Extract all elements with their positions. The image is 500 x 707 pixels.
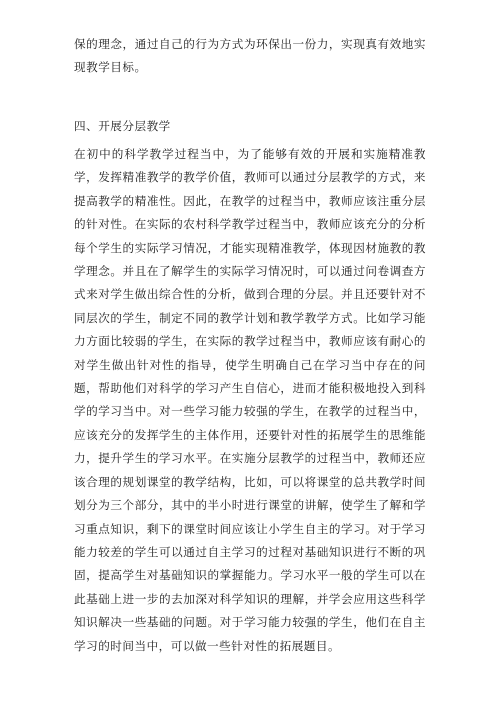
section-heading: 四、开展分层教学 — [74, 119, 171, 133]
body-paragraph: 在初中的科学教学过程当中，为了能够有效的开展和实施精准教学，发挥精准教学的教学价值，教师可以通过分层教学的方式，来提高教学的精准性。因此，在教学的过程当中，教师应该注重分层的针对性。在实际的农村科学教学过程当中，教师应该充分的分析每个学生的实际学习情况，才能实现精准教学，体现因材施教的教学理念。并且在了解学生的实际学习情况时，可以通过问卷调查方式来对学生做出综合性的分析，做到合理的分层。并且还要针对不同层次的学生，制定不同的教学计划和教学教学方式。比如学习能力方面比较弱的学生，在实际的教学过程当中，教师应该有耐心的对学生做出针对性的指导，使学生明确自己在学习当中存在的问题，帮助他们对科学的学习产生自信心，进而才能积极地投入到科学的学习当中。对一些学习能力较强的学生，在教学的过程当中，应该充分的发挥学生的主体作用，还要针对性的拓展学生的思维能力，提升学生的学习水平。在实施分层教学的过程当中，教师还应该合理的规划课堂的教学结构，比如，可以将课堂的总共教学时间划分为三个部分，其中的半小时进行课堂的讲解，使学生了解和学习重点知识，剩下的课堂时间应该让小学生自主的学习。对于学习能力较差的学生可以通过自主学习的过程对基础知识进行不断的巩固，提高学生对基础知识的掌握能力。学习水平一般的学生可以在此基础上进一步的去加深对科学知识的理解，并学会应用这些科学知识解决一些基础的问题。对于学习能力较强的学生，他们在自主学习的时间当中，可以做一些针对性的拓展题目。 — [74, 147, 426, 653]
continuation-paragraph: 保的理念，通过自己的行为方式为环保出一份力，实现真有效地实现教学目标。 — [74, 37, 426, 75]
